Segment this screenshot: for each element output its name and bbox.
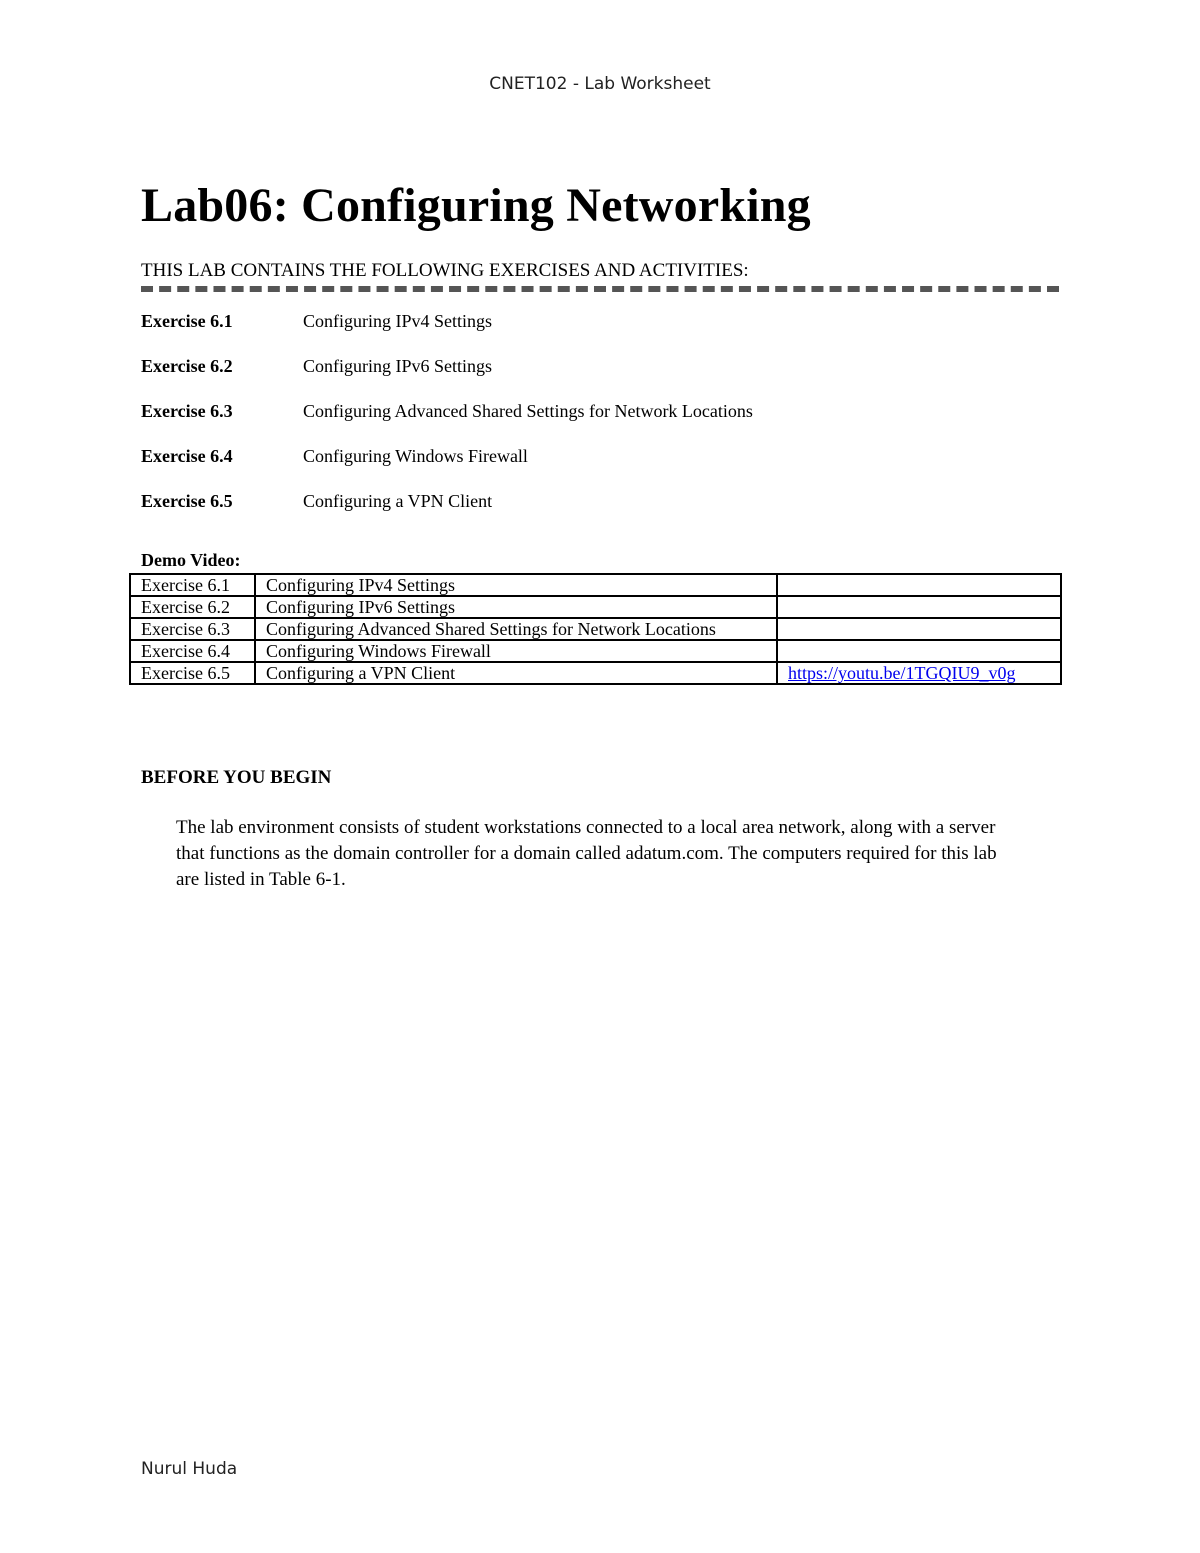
- list-item: [141, 353, 1041, 398]
- before-you-begin-heading: BEFORE YOU BEGIN: [141, 767, 332, 788]
- exercise-list: [141, 308, 1041, 533]
- page-title: Lab06: Configuring Networking: [141, 179, 811, 232]
- table-row: [130, 596, 1061, 618]
- demo-video-link[interactable]: https://youtu.be/1TGQIU9_v0g: [788, 663, 1016, 683]
- demo-video-label: Demo Video:: [141, 550, 241, 570]
- exercise-name: Configuring a VPN Client: [303, 491, 493, 511]
- demo-video-table: [129, 573, 1062, 685]
- table-cell-link: [777, 596, 1061, 618]
- page-header: CNET102 - Lab Worksheet: [489, 74, 711, 94]
- list-item: [141, 443, 1041, 488]
- exercise-number: Exercise 6.2: [141, 356, 233, 376]
- table-cell-link: [777, 618, 1061, 640]
- table-row: [130, 618, 1061, 640]
- exercise-number: Exercise 6.1: [141, 311, 233, 331]
- exercise-name: Configuring Windows Firewall: [303, 446, 528, 466]
- exercise-name: Configuring IPv6 Settings: [303, 356, 493, 376]
- table-row: [130, 662, 1061, 684]
- list-item: [141, 398, 1041, 443]
- table-cell-link: [777, 574, 1061, 596]
- page-footer: Nurul Huda: [141, 1459, 238, 1479]
- exercise-number: Exercise 6.5: [141, 491, 233, 511]
- exercise-name: Configuring Advanced Shared Settings for Network Locations: [303, 401, 753, 421]
- table-cell-title: Configuring Windows Firewall: [255, 640, 777, 662]
- table-cell-exercise: Exercise 6.5: [130, 662, 255, 684]
- table-cell-exercise: Exercise 6.1: [130, 574, 255, 596]
- before-you-begin-paragraph: The lab environment consists of student workstations connected to a local area network, along with a server that functions as the domain controller for a domain called adatum.com. The computers required for this lab are listed in Table 6-1.: [176, 817, 997, 890]
- list-item: [141, 488, 1041, 533]
- exercise-name: Configuring IPv4 Settings: [303, 311, 493, 331]
- table-cell-title: Configuring IPv6 Settings: [255, 596, 777, 618]
- table-cell-title: Configuring Advanced Shared Settings for Network Locations: [255, 618, 777, 640]
- table-cell-exercise: Exercise 6.2: [130, 596, 255, 618]
- table-cell-title: Configuring IPv4 Settings: [255, 574, 777, 596]
- table-cell-title: Configuring a VPN Client: [255, 662, 777, 684]
- exercise-number: Exercise 6.3: [141, 401, 233, 421]
- table-cell-link: [777, 662, 1061, 684]
- table-cell-exercise: Exercise 6.4: [130, 640, 255, 662]
- table-row: [130, 574, 1061, 596]
- table-cell-exercise: Exercise 6.3: [130, 618, 255, 640]
- exercises-heading: THIS LAB CONTAINS THE FOLLOWING EXERCISES AND ACTIVITIES:: [141, 258, 1059, 292]
- exercise-number: Exercise 6.4: [141, 446, 233, 466]
- table-cell-link: [777, 640, 1061, 662]
- list-item: [141, 308, 1041, 353]
- table-row: [130, 640, 1061, 662]
